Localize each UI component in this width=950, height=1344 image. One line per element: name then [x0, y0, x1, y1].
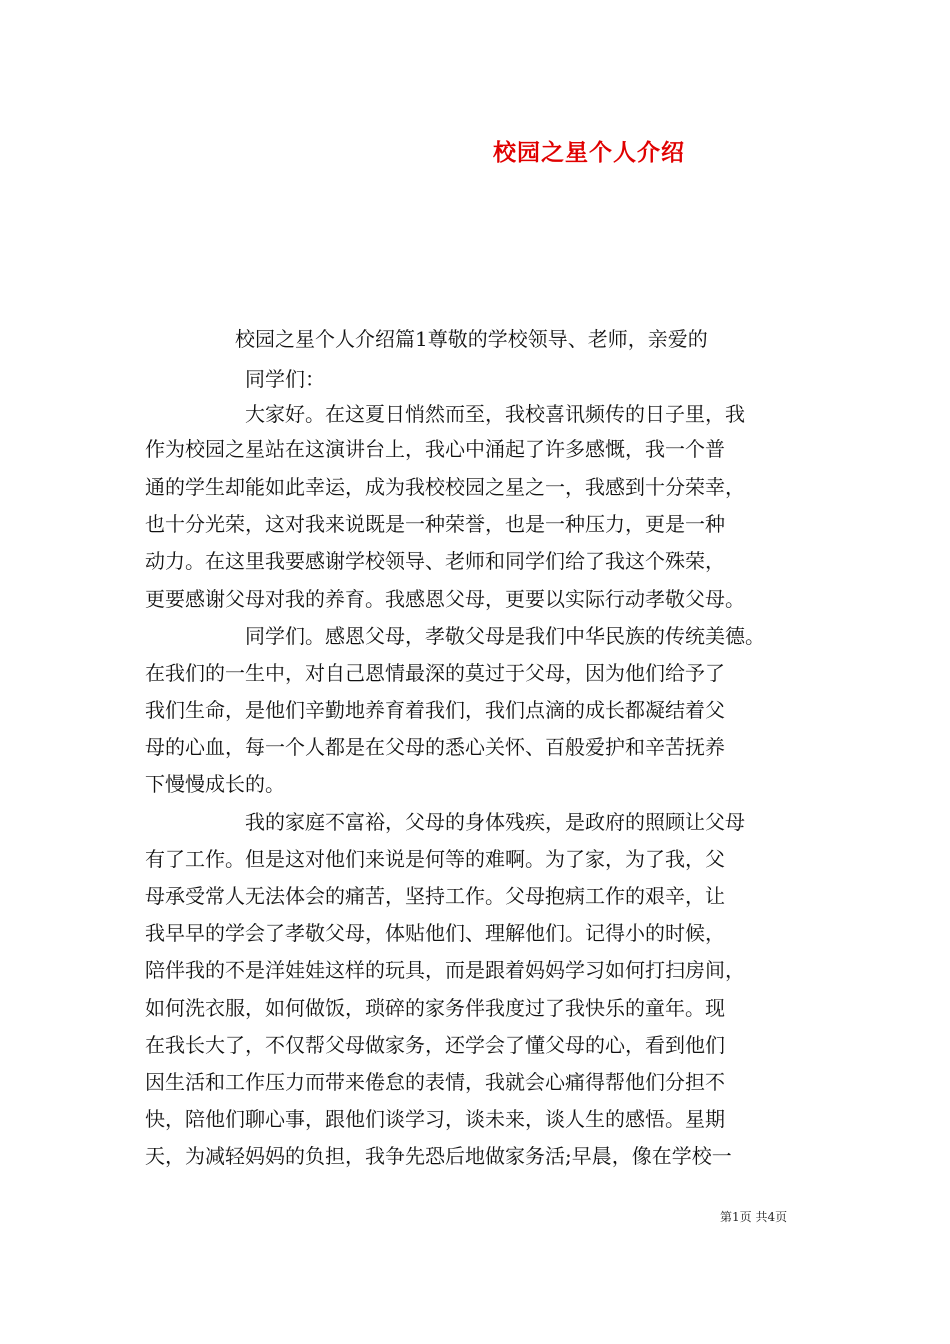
text-line: 校园之星个人介绍篇1尊敬的学校领导、老师，亲爱的 — [235, 327, 708, 351]
text-line: 下慢慢成长的。 — [145, 772, 285, 796]
text-line: 同学们： — [245, 367, 325, 391]
text-line: 动力。在这里我要感谢学校领导、老师和同学们给了我这个殊荣， — [145, 549, 725, 573]
text-line: 在我长大了，不仅帮父母做家务，还学会了懂父母的心，看到他们 — [145, 1033, 725, 1057]
text-line: 快，陪他们聊心事，跟他们谈学习，谈未来，谈人生的感悟。星期 — [145, 1107, 725, 1131]
text-line: 通的学生却能如此幸运，成为我校校园之星之一，我感到十分荣幸， — [145, 475, 745, 499]
text-line: 陪伴我的不是洋娃娃这样的玩具，而是跟着妈妈学习如何打扫房间， — [145, 958, 745, 982]
text-line: 更要感谢父母对我的养育。我感恩父母，更要以实际行动孝敬父母。 — [145, 587, 745, 611]
text-line: 同学们。感恩父母，孝敬父母是我们中华民族的传统美德。 — [245, 624, 765, 648]
text-line: 我早早的学会了孝敬父母，体贴他们、理解他们。记得小的时候， — [145, 921, 725, 945]
text-line: 在我们的一生中，对自己恩情最深的莫过于父母，因为他们给予了 — [145, 661, 725, 685]
text-line: 母的心血，每一个人都是在父母的悉心关怀、百般爱护和辛苦抚养 — [145, 735, 725, 759]
text-line: 我的家庭不富裕，父母的身体残疾，是政府的照顾让父母 — [245, 810, 745, 834]
page-number-footer: 第1页 共4页 — [720, 1210, 788, 1224]
text-line: 有了工作。但是这对他们来说是何等的难啊。为了家，为了我，父 — [145, 847, 725, 871]
text-line: 母承受常人无法体会的痛苦，坚持工作。父母抱病工作的艰辛，让 — [145, 884, 725, 908]
text-line: 作为校园之星站在这演讲台上，我心中涌起了许多感慨，我一个普 — [145, 437, 725, 461]
document-title: 校园之星个人介绍 — [493, 139, 685, 166]
text-line: 因生活和工作压力而带来倦怠的表情，我就会心痛得帮他们分担不 — [145, 1070, 725, 1094]
text-line: 也十分光荣，这对我来说既是一种荣誉，也是一种压力，更是一种 — [145, 512, 725, 536]
text-line: 我们生命，是他们辛勤地养育着我们，我们点滴的成长都凝结着父 — [145, 698, 725, 722]
text-line: 大家好。在这夏日悄然而至，我校喜讯频传的日子里，我 — [245, 402, 745, 426]
text-line: 天，为减轻妈妈的负担，我争先恐后地做家务活;早晨，像在学校一 — [145, 1144, 732, 1168]
text-line: 如何洗衣服，如何做饭，琐碎的家务伴我度过了我快乐的童年。现 — [145, 996, 725, 1020]
